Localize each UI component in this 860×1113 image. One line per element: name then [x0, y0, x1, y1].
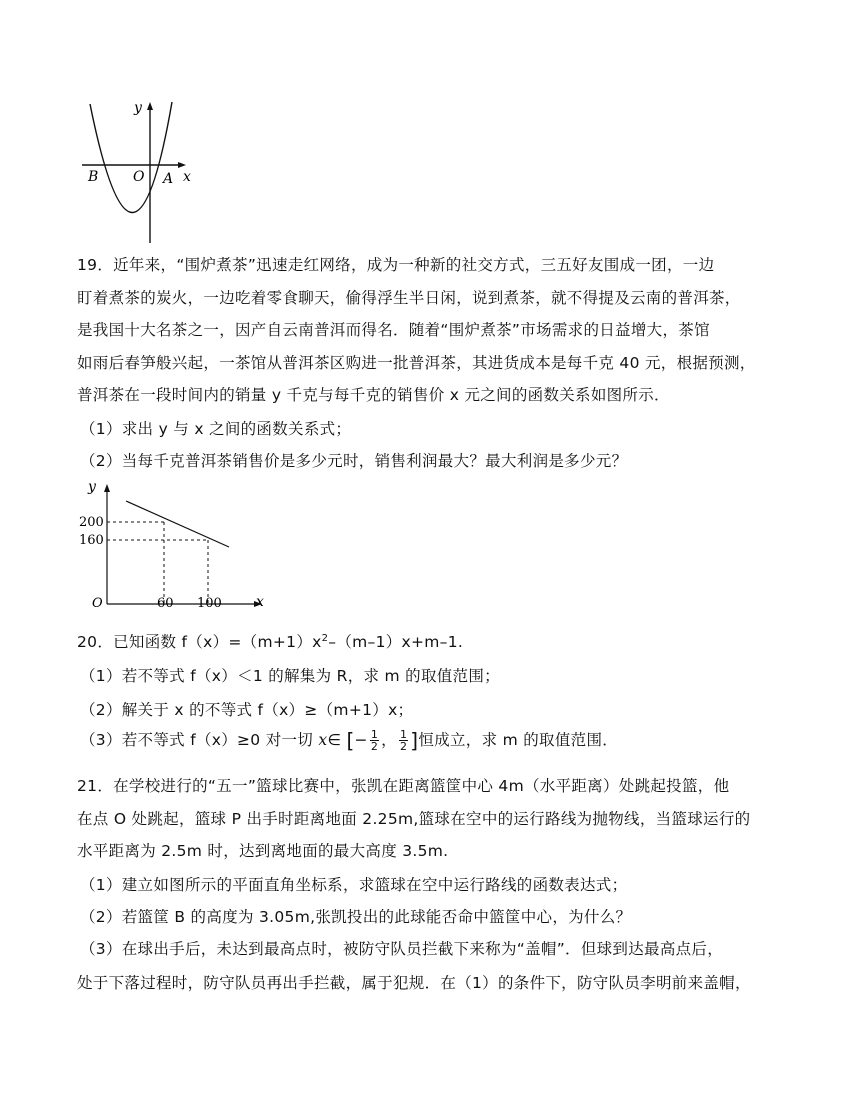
q20-sub-3 [80, 728, 618, 753]
q21-sub-3-line-2: 处于下落过程时，防守队员再出手拦截，属于犯规．在（1）的条件下，防守队员李明前来盖帽， [77, 974, 751, 992]
q19-line-2: 盯着煮茶的炭火，一边吃着零食聊天，偷得浮生半日闲，说到煮茶，就不得提及云南的普洱茶， [77, 289, 741, 307]
math-right-bracket: ] [410, 728, 419, 753]
fraction-one-half-1: $\frac{1}{2}$ [370, 728, 379, 753]
y-tick-200: 200 [79, 515, 104, 530]
origin-label: O [133, 169, 145, 185]
q20-sub-2: （2）解关于 x 的不等式 f（x）≥（m+1）x； [80, 701, 414, 719]
x-axis-label: x [256, 594, 264, 610]
q19-line-3: 是我国十大名茶之一，因产自云南普洱而得名．随着“围炉煮茶”市场需求的日益增大，茶馆 [77, 321, 710, 339]
q20-sub-1: （1）若不等式 f（x）＜1 的解集为 R，求 m 的取值范围； [80, 667, 500, 685]
q21-line-2: 在点 O 处跳起，篮球 P 出手时距离地面 2.25m,篮球在空中的运行路线为抛物线，当篮球运行的 [77, 810, 751, 828]
sales-line [126, 501, 229, 547]
linear-function-graph [76, 476, 276, 612]
q19-sub-2: （2）当每千克普洱茶销售价是多少元时，销售利润最大？最大利润是多少元？ [80, 452, 628, 470]
q20-sub-3-text-2: 恒成立，求 m 的取值范围． [418, 731, 619, 749]
math-minus: − [354, 731, 368, 749]
q19-line-5: 普洱茶在一段时间内的销量 y 千克与每千克的销售价 x 元之间的函数关系如图所示． [77, 386, 670, 404]
point-b-label: B [88, 169, 99, 185]
parabola-curve [90, 102, 172, 213]
x-tick-100: 100 [197, 596, 222, 611]
y-axis-label: y [134, 100, 142, 116]
q20-stem-text-2: –（m–1）x+m–1. [328, 633, 464, 651]
math-comma: ， [381, 731, 397, 749]
q21-sub-3-line-1: （3）在球出手后，未达到最高点时，被防守队员拦截下来称为“盖帽”．但球到达最高点后， [80, 940, 724, 958]
origin-label: O [92, 596, 103, 611]
parabola-graph [80, 96, 205, 246]
q21-line-3: 水平距离为 2.5m 时，达到离地面的最大高度 3.5m. [77, 842, 449, 860]
x-axis-label: x [183, 169, 191, 185]
q20-stem-text: 20．已知函数 f（x）=（m+1）x [77, 633, 322, 651]
q21-sub-2: （2）若篮筐 B 的高度为 3.05m,张凯投出的此球能否命中篮筐中心，为什么？ [80, 908, 632, 926]
math-element-of: ∈ [327, 731, 342, 749]
x-axis-arrow [178, 162, 186, 168]
q20-sub-3-text: （3）若不等式 f（x）≥0 对一切 [80, 731, 314, 749]
y-axis-arrow [104, 484, 110, 492]
q20-stem [77, 630, 463, 652]
y-axis-arrow [147, 102, 153, 110]
q20-exponent: 2 [321, 632, 329, 644]
y-tick-160: 160 [79, 533, 104, 548]
point-a-label: A [163, 171, 174, 187]
fraction-one-half-2: $\frac{1}{2}$ [399, 728, 408, 753]
q21-line-1: 21．在学校进行的“五一”篮球比赛中，张凯在距离篮筐中心 4m（水平距离）处跳起投篮，他 [77, 777, 730, 795]
y-axis-label: y [88, 479, 96, 495]
q19-sub-1: （1）求出 y 与 x 之间的函数关系式； [80, 420, 352, 438]
q19-line-1: 19．近年来，“围炉煮茶”迅速走红网络，成为一种新的社交方式，三五好友围成一团，一边 [77, 256, 715, 274]
q21-sub-1: （1）建立如图所示的平面直角坐标系，求篮球在空中运行路线的函数表达式； [80, 876, 628, 894]
math-left-bracket: [ [346, 728, 355, 753]
x-tick-60: 60 [157, 596, 174, 611]
math-var-x: x [318, 731, 328, 749]
q19-line-4: 如雨后春笋般兴起，一茶馆从普洱茶区购进一批普洱茶，其进货成本是每千克 40 元，根据预测， [77, 354, 756, 372]
